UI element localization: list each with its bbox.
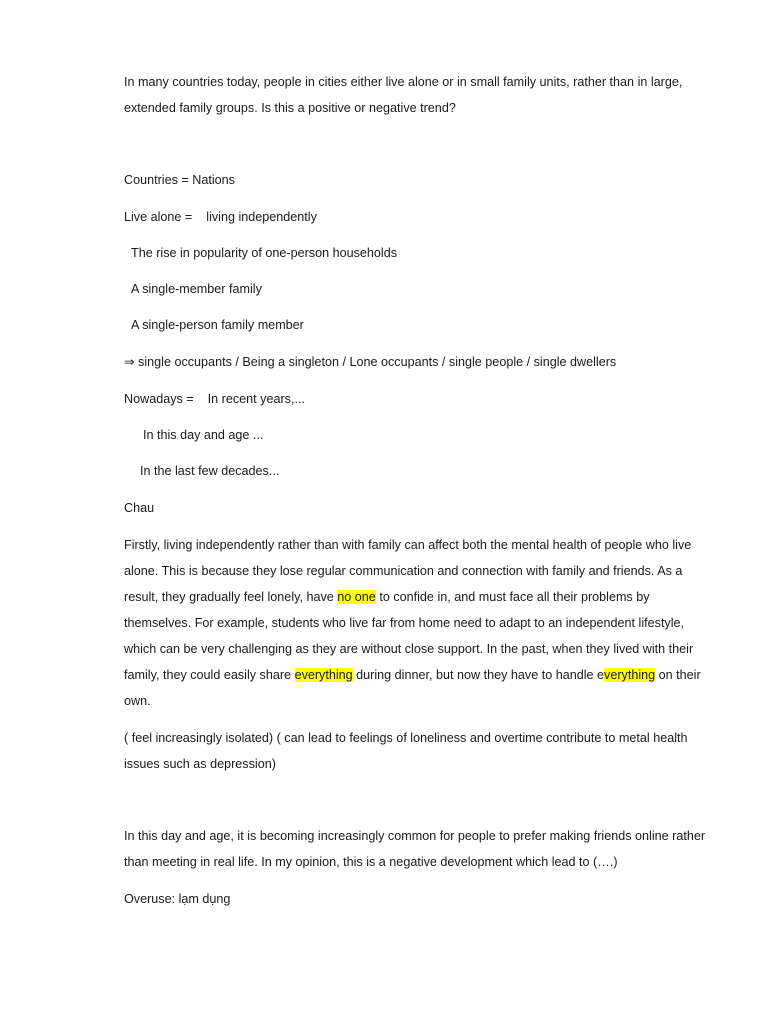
overuse-note: Overuse: lạm dụng xyxy=(124,892,231,906)
vocab-countries: Countries = Nations xyxy=(124,173,235,187)
p1-line-3-b: to confide in, and must face all their problems by xyxy=(375,590,650,604)
p1-line-6-c: on their xyxy=(655,668,701,682)
vocab-rise: The rise in popularity of one-person households xyxy=(131,246,398,260)
vocab-last-decades: In the last few decades... xyxy=(140,464,280,478)
p1-line-3-a: result, they gradually feel lonely, have xyxy=(124,590,338,604)
p2-line-2: than meeting in real life. In my opinion, this is a negative development which lead to (….) xyxy=(124,855,618,869)
vocab-live-alone: Live alone = living independently xyxy=(124,210,317,224)
vocab-arrow-list: ⇒ single occupants / Being a singleton / Lone occupants / single people / single dwellers xyxy=(124,355,617,369)
vocab-this-day: In this day and age ... xyxy=(143,428,264,442)
author-name: Chau xyxy=(124,501,155,515)
p2-line-1: In this day and age, it is becoming increasingly common for people to prefer making friends online rather xyxy=(124,829,706,843)
p1-line-3 xyxy=(124,584,724,610)
vocab-single-person: A single-person family member xyxy=(131,318,304,332)
essay-prompt xyxy=(124,69,724,121)
p1-line-6-b: during dinner, but now they have to handle e xyxy=(352,668,605,682)
p1-line-6 xyxy=(124,662,724,688)
p1-line-7: own. xyxy=(124,694,151,708)
p1-line-5: which can be very challenging as they are without close support. In the past, when they lived with their xyxy=(124,642,694,656)
paragraph-2 xyxy=(124,823,724,875)
highlight-everything-2: verything xyxy=(604,668,656,682)
note-line-2: issues such as depression) xyxy=(124,757,276,771)
p1-line-2: alone. This is because they lose regular communication and connection with family and friends. As a xyxy=(124,564,683,578)
highlight-no-one: no one xyxy=(337,590,376,604)
vocab-nowadays: Nowadays = In recent years,... xyxy=(124,392,305,406)
note-line-1: ( feel increasingly isolated) ( can lead to feelings of loneliness and overtime contribute to metal health xyxy=(124,731,688,745)
prompt-line-1: In many countries today, people in cities either live alone or in small family units, rather than in large, xyxy=(124,75,683,89)
vocab-single-member: A single-member family xyxy=(131,282,262,296)
paragraph-1 xyxy=(124,532,724,714)
p1-line-6-a: family, they could easily share xyxy=(124,668,295,682)
p1-line-1: Firstly, living independently rather than with family can affect both the mental health of people who live xyxy=(124,538,692,552)
prompt-line-2: extended family groups. Is this a positive or negative trend? xyxy=(124,101,456,115)
note-paragraph xyxy=(124,725,724,777)
p1-line-4: themselves. For example, students who live far from home need to adapt to an independent lifestyle, xyxy=(124,616,685,630)
highlight-everything-1: everything xyxy=(294,668,353,682)
